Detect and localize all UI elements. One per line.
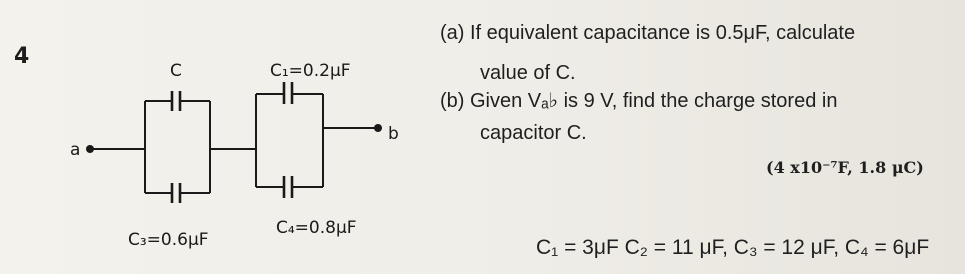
answer-text: (4 x10⁻⁷F, 1.8 μC) [766, 158, 924, 177]
circuit-diagram [0, 0, 420, 274]
label-terminal-b: b [388, 124, 399, 144]
terminal-b-dot [374, 124, 382, 132]
part-a-line-2: value of C. [480, 62, 576, 84]
part-b-line-2: capacitor C. [480, 122, 587, 144]
label-terminal-a: a [70, 140, 81, 160]
part-b-line-1: (b) Given Vₐ♭ is 9 V, find the charge stored in [440, 90, 838, 112]
label-c: C [170, 61, 182, 81]
label-c4: C₄=0.8μF [276, 218, 357, 238]
question-number: 4 [14, 44, 30, 69]
part-a-line-1: (a) If equivalent capacitance is 0.5μF, calculate [440, 22, 856, 44]
label-c1: C₁=0.2μF [270, 61, 351, 81]
given-values: C₁ = 3μF C₂ = 11 μF, C₃ = 12 μF, C₄ = 6μF [536, 236, 930, 259]
label-c3: C₃=0.6μF [128, 230, 209, 250]
